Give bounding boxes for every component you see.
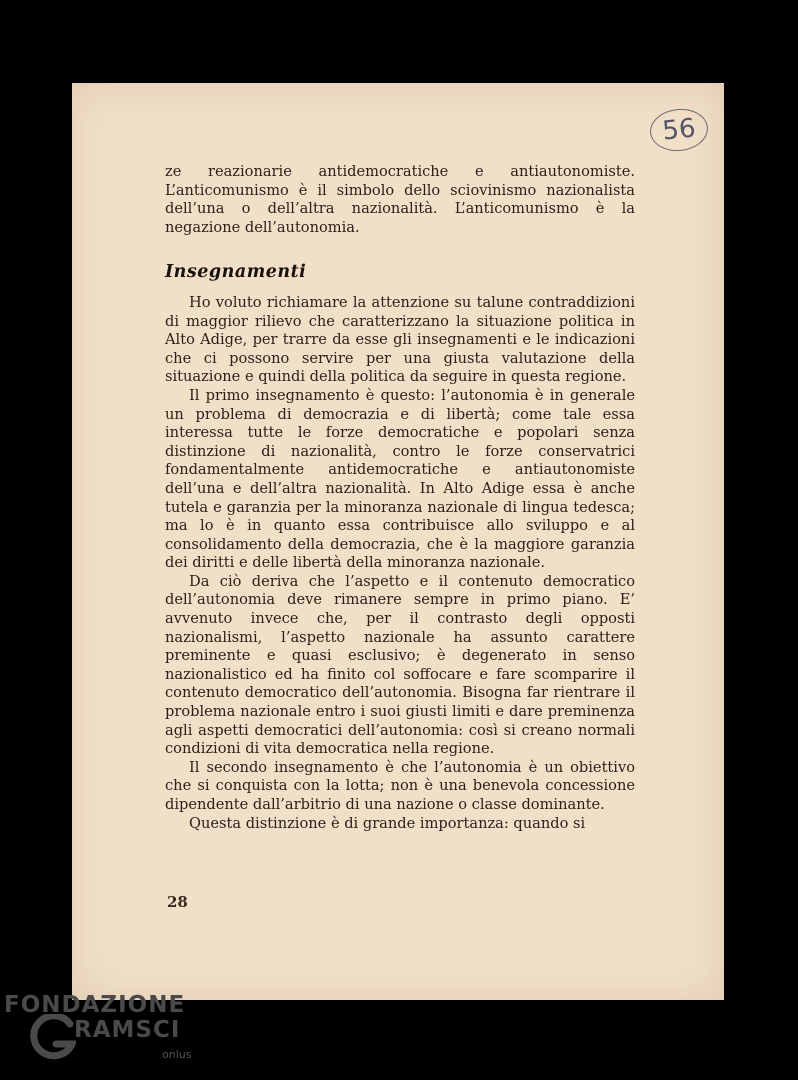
watermark-suffix: onlus [162,1048,192,1061]
gramsci-g-logo-icon [30,1014,76,1062]
paragraph: Questa distinzione è di grande importanza: quando si [189,814,586,832]
paragraph: Il primo insegnamento è questo: l’autonomia è in generale un problema di democrazia e di libertà; come tale essa interessa tutte le forze democratiche e popolari senza distinzione di nazionalità, contro le forze conservatrici fondamentalmente antidemocratiche e antiautonomiste dell’una e dell’altra nazionalità. In Alto Adige essa è anche tutela e garanzia per la minoranza nazionale di lingua tedesca; ma lo è in quanto essa contribuisce allo sviluppo e al consolidamento della democrazia, che è la maggiore garanzia dei diritti e delle libertà della minoranza nazionale. [165,386,635,572]
section-heading: Insegnamenti [165,262,307,283]
archive-number: 56 [648,106,710,154]
opening-paragraph: ze reazionarie antidemocratiche e antiautonomiste. L’anticomunismo è il simbolo dello sciovinismo nazionalista dell’una o dell’altra nazionalità. L’anticomunismo è la negazione dell’autonomia. [165,163,635,236]
page-body [165,163,635,833]
paragraph: Da ciò deriva che l’aspetto e il contenuto democratico dell’autonomia deve rimanere sempre in primo piano. E’ avvenuto invece che, per il contrasto degli opposti nazionalismi, l’aspetto nazionale ha assunto carattere preminente e quasi esclusivo; è degenerato in senso nazionalistico ed ha finito col soffocare e fare scomparire il contenuto democratico dell’autonomia. Bisogna far rientrare il problema nazionale entro i suoi giusti limiti e dare preminenza agli aspetti democratici dell’autonomia: così si creano normali condizioni di vita democratica nella regione. [165,572,635,758]
watermark-line1: FONDAZIONE [4,992,186,1018]
watermark-line2: RAMSCI [74,1017,181,1043]
fondazione-gramsci-watermark [0,990,200,1070]
document-page [72,83,724,1000]
paragraph: Il secondo insegnamento è che l’autonomia è un obiettivo che si conquista con la lotta; non è una benevola concessione dipendente dall’arbitrio di una nazione o classe dominante. [165,758,635,813]
page-number: 28 [167,893,188,911]
paragraph: Ho voluto richiamare la attenzione su talune contraddizioni di maggior rilievo che caratterizzano la situazione politica in Alto Adige, per trarre da esse gli insegnamenti e le indicazioni che ci possono servire per una giusta valutazione della situazione e quindi della politica da seguire in questa regione. [165,293,635,386]
